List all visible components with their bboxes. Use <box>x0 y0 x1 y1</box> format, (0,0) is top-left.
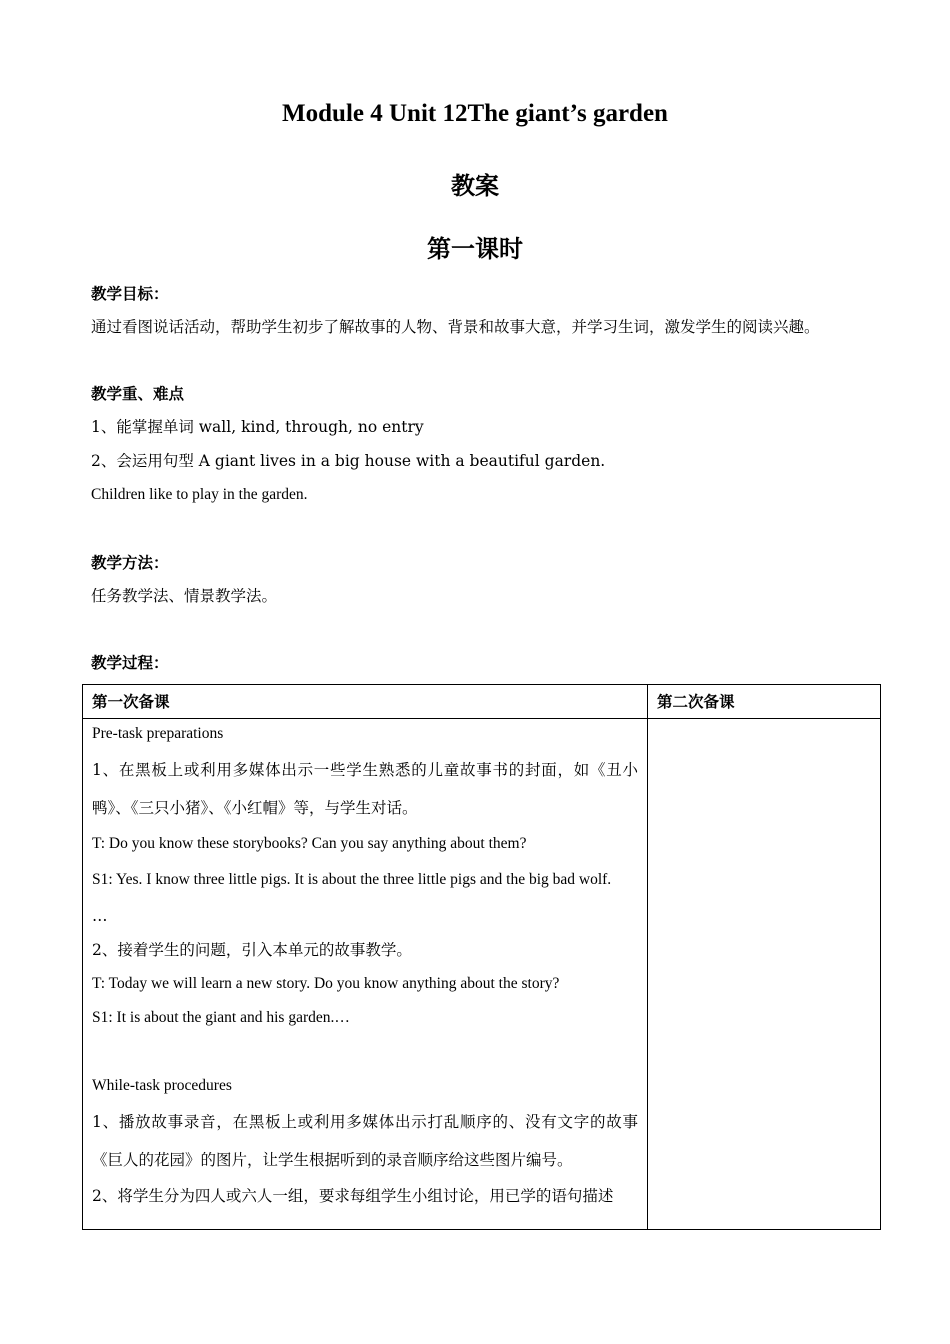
list-item: S1: It is about the giant and his garden.… <box>92 1009 350 1026</box>
first-preparation-header: 第一次备课 <box>83 685 648 719</box>
list-item: 2、接着学生的问题，引入本单元的故事教学。 <box>92 941 412 959</box>
list-item: S1: Yes. I know three little pigs. It is about the three little pigs and the big bad wolf. <box>92 871 612 888</box>
table-header-row <box>83 685 881 719</box>
second-preparation-cell <box>648 719 881 1230</box>
list-item: 1、播放故事录音，在黑板上或利用多媒体出示打乱顺序的、没有文字的故事《巨人的花园》的图片，让学生根据听到的录音顺序给这些图片编号。 <box>92 1113 638 1169</box>
first-preparation-cell <box>83 719 648 1230</box>
methods-heading: 教学方法： <box>91 553 169 572</box>
lesson-plan-table <box>82 684 881 1230</box>
key-point-2: 2、会运用句型 A giant lives in a big house with a beautiful garden. <box>91 452 606 470</box>
key-point-1: 1、能掌握单词 wall, kind, through, no entry <box>91 418 424 436</box>
objectives-heading: 教学目标： <box>91 284 169 303</box>
lesson-title: 第一课时 <box>427 234 523 263</box>
key-point-3: Children like to play in the garden. <box>91 486 308 503</box>
objectives-text: 通过看图说话活动，帮助学生初步了解故事的人物、背景和故事大意，并学习生词，激发学生的阅读兴趣。 <box>91 318 820 336</box>
list-item: While-task procedures <box>92 1077 232 1094</box>
list-item: 1、在黑板上或利用多媒体出示一些学生熟悉的儿童故事书的封面，如《丑小鸭》、《三只小猪》、《小红帽》等，与学生对话。 <box>92 761 638 817</box>
blank-line <box>83 1035 647 1069</box>
document-title: Module 4 Unit 12The giant’s garden <box>282 100 668 127</box>
table-row <box>83 719 881 1230</box>
list-item: T: Do you know these storybooks? Can you say anything about them? <box>92 835 527 852</box>
methods-text: 任务教学法、情景教学法。 <box>91 587 278 605</box>
process-heading: 教学过程： <box>91 653 169 672</box>
list-item: 2、将学生分为四人或六人一组，要求每组学生小组讨论，用已学的语句描述 <box>92 1187 614 1205</box>
second-preparation-header: 第二次备课 <box>648 685 881 719</box>
list-item: T: Today we will learn a new story. Do you know anything about the story? <box>92 975 560 992</box>
key-points-heading: 教学重、难点 <box>91 384 185 403</box>
list-item: … <box>92 907 108 925</box>
list-item: Pre-task preparations <box>92 725 224 742</box>
document-subtitle: 教案 <box>451 171 499 200</box>
